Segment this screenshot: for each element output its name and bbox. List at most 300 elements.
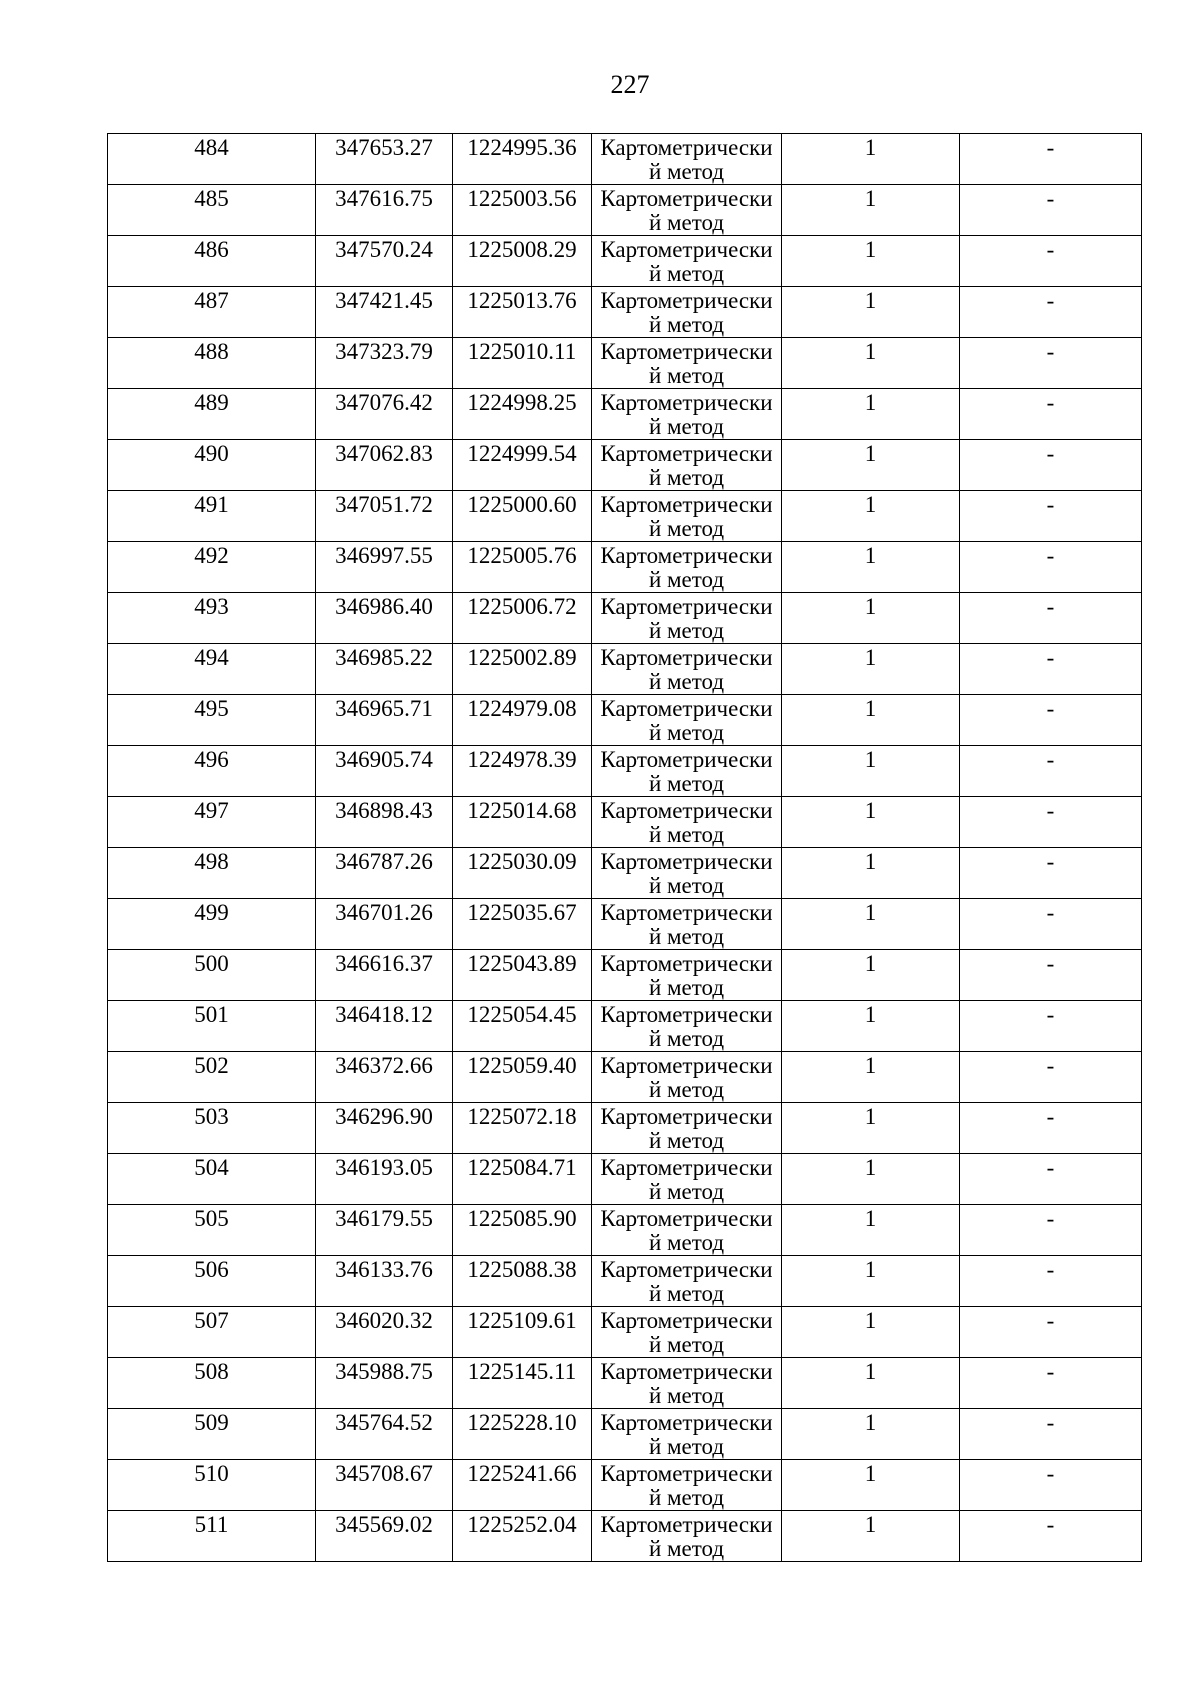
method-cell: [592, 695, 782, 746]
table-row: [108, 185, 1142, 236]
y-coordinate-cell-text: 1224995.36: [467, 135, 577, 160]
accuracy-cell: [782, 797, 960, 848]
accuracy-cell-text: 1: [864, 1308, 877, 1333]
accuracy-cell-text: 1: [864, 237, 877, 262]
method-cell-text: Картометрически й метод: [600, 1308, 773, 1357]
x-coordinate-cell: [316, 1001, 453, 1052]
x-coordinate-cell-text: 346193.05: [335, 1155, 433, 1180]
table-row: [108, 797, 1142, 848]
y-coordinate-cell: [453, 389, 592, 440]
x-coordinate-cell: [316, 185, 453, 236]
table-row: [108, 746, 1142, 797]
y-coordinate-cell-text: 1225084.71: [467, 1155, 577, 1180]
point-number-cell: [108, 389, 316, 440]
x-coordinate-cell-text: 346701.26: [335, 900, 433, 925]
accuracy-cell: [782, 1001, 960, 1052]
point-number-cell: [108, 1409, 316, 1460]
accuracy-cell-text: 1: [864, 1257, 877, 1282]
table-row: [108, 1001, 1142, 1052]
table-row: [108, 1409, 1142, 1460]
x-coordinate-cell-text: 345569.02: [335, 1512, 433, 1537]
accuracy-cell-text: 1: [864, 645, 877, 670]
x-coordinate-cell: [316, 1205, 453, 1256]
point-number-cell: [108, 1103, 316, 1154]
method-cell: [592, 1205, 782, 1256]
accuracy-cell-text: 1: [864, 1002, 877, 1027]
y-coordinate-cell: [453, 542, 592, 593]
point-number-cell-text: 504: [194, 1155, 229, 1180]
y-coordinate-cell-text: 1225014.68: [467, 798, 577, 823]
accuracy-cell-text: 1: [864, 288, 877, 313]
note-cell-text: -: [1046, 390, 1055, 415]
point-number-cell: [108, 695, 316, 746]
accuracy-cell-text: 1: [864, 135, 877, 160]
y-coordinate-cell: [453, 1358, 592, 1409]
x-coordinate-cell-text: 345764.52: [335, 1410, 433, 1435]
y-coordinate-cell-text: 1225003.56: [467, 186, 577, 211]
point-number-cell-text: 489: [194, 390, 229, 415]
method-cell-text: Картометрически й метод: [600, 1461, 773, 1510]
method-cell-text: Картометрически й метод: [600, 1002, 773, 1051]
x-coordinate-cell: [316, 1256, 453, 1307]
note-cell-text: -: [1046, 1053, 1055, 1078]
y-coordinate-cell-text: 1225228.10: [467, 1410, 577, 1435]
accuracy-cell-text: 1: [864, 696, 877, 721]
note-cell: [960, 1205, 1142, 1256]
point-number-cell-text: 505: [194, 1206, 229, 1231]
method-cell: [592, 542, 782, 593]
table-row: [108, 899, 1142, 950]
table-row: [108, 236, 1142, 287]
x-coordinate-cell: [316, 848, 453, 899]
point-number-cell: [108, 1256, 316, 1307]
table-row: [108, 1052, 1142, 1103]
y-coordinate-cell-text: 1225241.66: [467, 1461, 577, 1486]
method-cell: [592, 593, 782, 644]
x-coordinate-cell-text: 346965.71: [335, 696, 433, 721]
method-cell: [592, 950, 782, 1001]
point-number-cell-text: 499: [194, 900, 229, 925]
y-coordinate-cell-text: 1225002.89: [467, 645, 577, 670]
x-coordinate-cell: [316, 1511, 453, 1562]
point-number-cell-text: 508: [194, 1359, 229, 1384]
table-row: [108, 1511, 1142, 1562]
accuracy-cell: [782, 746, 960, 797]
point-number-cell-text: 484: [194, 135, 229, 160]
table-row: [108, 950, 1142, 1001]
accuracy-cell: [782, 1205, 960, 1256]
note-cell: [960, 848, 1142, 899]
accuracy-cell: [782, 287, 960, 338]
point-number-cell: [108, 491, 316, 542]
method-cell-text: Картометрически й метод: [600, 1053, 773, 1102]
method-cell: [592, 236, 782, 287]
point-number-cell: [108, 185, 316, 236]
y-coordinate-cell-text: 1224999.54: [467, 441, 577, 466]
accuracy-cell: [782, 644, 960, 695]
point-number-cell: [108, 1511, 316, 1562]
accuracy-cell-text: 1: [864, 1053, 877, 1078]
accuracy-cell-text: 1: [864, 1155, 877, 1180]
point-number-cell-text: 490: [194, 441, 229, 466]
y-coordinate-cell-text: 1225054.45: [467, 1002, 577, 1027]
point-number-cell: [108, 1154, 316, 1205]
note-cell: [960, 440, 1142, 491]
method-cell: [592, 1256, 782, 1307]
note-cell-text: -: [1046, 1512, 1055, 1537]
x-coordinate-cell-text: 346986.40: [335, 594, 433, 619]
point-number-cell: [108, 1307, 316, 1358]
table-row: [108, 695, 1142, 746]
accuracy-cell: [782, 440, 960, 491]
accuracy-cell: [782, 1307, 960, 1358]
note-cell: [960, 1307, 1142, 1358]
page-number: 227: [610, 70, 650, 99]
note-cell: [960, 746, 1142, 797]
method-cell-text: Картометрически й метод: [600, 645, 773, 694]
y-coordinate-cell: [453, 1307, 592, 1358]
point-number-cell-text: 500: [194, 951, 229, 976]
accuracy-cell-text: 1: [864, 849, 877, 874]
accuracy-cell: [782, 1358, 960, 1409]
y-coordinate-cell: [453, 1460, 592, 1511]
y-coordinate-cell: [453, 797, 592, 848]
accuracy-cell: [782, 1460, 960, 1511]
method-cell-text: Картометрически й метод: [600, 1257, 773, 1306]
point-number-cell: [108, 1460, 316, 1511]
method-cell: [592, 899, 782, 950]
accuracy-cell: [782, 491, 960, 542]
note-cell-text: -: [1046, 696, 1055, 721]
x-coordinate-cell-text: 347051.72: [335, 492, 433, 517]
note-cell-text: -: [1046, 237, 1055, 262]
x-coordinate-cell-text: 346020.32: [335, 1308, 433, 1333]
accuracy-cell: [782, 593, 960, 644]
point-number-cell-text: 485: [194, 186, 229, 211]
note-cell: [960, 287, 1142, 338]
x-coordinate-cell: [316, 440, 453, 491]
x-coordinate-cell-text: 346372.66: [335, 1053, 433, 1078]
note-cell-text: -: [1046, 186, 1055, 211]
method-cell: [592, 1052, 782, 1103]
note-cell-text: -: [1046, 747, 1055, 772]
y-coordinate-cell: [453, 1103, 592, 1154]
note-cell: [960, 1358, 1142, 1409]
note-cell: [960, 134, 1142, 185]
x-coordinate-cell: [316, 593, 453, 644]
note-cell: [960, 1511, 1142, 1562]
accuracy-cell-text: 1: [864, 1104, 877, 1129]
note-cell: [960, 236, 1142, 287]
point-number-cell: [108, 1358, 316, 1409]
table-row: [108, 1205, 1142, 1256]
method-cell: [592, 185, 782, 236]
method-cell-text: Картометрически й метод: [600, 288, 773, 337]
x-coordinate-cell: [316, 1103, 453, 1154]
method-cell-text: Картометрически й метод: [600, 390, 773, 439]
point-number-cell-text: 501: [194, 1002, 229, 1027]
table-row: [108, 338, 1142, 389]
x-coordinate-cell-text: 346997.55: [335, 543, 433, 568]
method-cell-text: Картометрически й метод: [600, 237, 773, 286]
x-coordinate-cell: [316, 134, 453, 185]
method-cell: [592, 134, 782, 185]
y-coordinate-cell-text: 1225006.72: [467, 594, 577, 619]
accuracy-cell-text: 1: [864, 441, 877, 466]
point-number-cell: [108, 950, 316, 1001]
method-cell-text: Картометрически й метод: [600, 492, 773, 541]
y-coordinate-cell-text: 1225013.76: [467, 288, 577, 313]
note-cell-text: -: [1046, 951, 1055, 976]
point-number-cell: [108, 542, 316, 593]
method-cell: [592, 1154, 782, 1205]
table-row: [108, 644, 1142, 695]
note-cell: [960, 797, 1142, 848]
accuracy-cell: [782, 338, 960, 389]
point-number-cell-text: 493: [194, 594, 229, 619]
x-coordinate-cell-text: 347323.79: [335, 339, 433, 364]
method-cell: [592, 746, 782, 797]
method-cell: [592, 287, 782, 338]
x-coordinate-cell-text: 347616.75: [335, 186, 433, 211]
note-cell-text: -: [1046, 492, 1055, 517]
point-number-cell-text: 507: [194, 1308, 229, 1333]
point-number-cell-text: 494: [194, 645, 229, 670]
table-row: [108, 287, 1142, 338]
note-cell-text: -: [1046, 1308, 1055, 1333]
method-cell: [592, 440, 782, 491]
note-cell-text: -: [1046, 1257, 1055, 1282]
accuracy-cell-text: 1: [864, 1359, 877, 1384]
y-coordinate-cell: [453, 593, 592, 644]
x-coordinate-cell-text: 346905.74: [335, 747, 433, 772]
method-cell-text: Картометрически й метод: [600, 1512, 773, 1561]
point-number-cell-text: 496: [194, 747, 229, 772]
accuracy-cell: [782, 1409, 960, 1460]
method-cell: [592, 1358, 782, 1409]
note-cell: [960, 185, 1142, 236]
accuracy-cell-text: 1: [864, 951, 877, 976]
note-cell-text: -: [1046, 135, 1055, 160]
method-cell: [592, 1460, 782, 1511]
accuracy-cell: [782, 899, 960, 950]
y-coordinate-cell-text: 1225252.04: [467, 1512, 577, 1537]
x-coordinate-cell-text: 346985.22: [335, 645, 433, 670]
y-coordinate-cell-text: 1224998.25: [467, 390, 577, 415]
y-coordinate-cell: [453, 287, 592, 338]
x-coordinate-cell-text: 346898.43: [335, 798, 433, 823]
y-coordinate-cell: [453, 1154, 592, 1205]
method-cell-text: Картометрически й метод: [600, 543, 773, 592]
note-cell: [960, 899, 1142, 950]
table-row: [108, 1358, 1142, 1409]
x-coordinate-cell-text: 347570.24: [335, 237, 433, 262]
note-cell-text: -: [1046, 1002, 1055, 1027]
method-cell-text: Картометрически й метод: [600, 951, 773, 1000]
y-coordinate-cell-text: 1225008.29: [467, 237, 577, 262]
method-cell: [592, 1001, 782, 1052]
accuracy-cell: [782, 1103, 960, 1154]
point-number-cell: [108, 440, 316, 491]
point-number-cell: [108, 746, 316, 797]
note-cell-text: -: [1046, 1461, 1055, 1486]
note-cell-text: -: [1046, 849, 1055, 874]
note-cell: [960, 1154, 1142, 1205]
point-number-cell-text: 511: [194, 1512, 229, 1537]
table-row: [108, 1154, 1142, 1205]
accuracy-cell-text: 1: [864, 1410, 877, 1435]
note-cell-text: -: [1046, 543, 1055, 568]
x-coordinate-cell: [316, 644, 453, 695]
note-cell: [960, 1103, 1142, 1154]
method-cell-text: Картометрически й метод: [600, 441, 773, 490]
method-cell-text: Картометрически й метод: [600, 900, 773, 949]
point-number-cell: [108, 593, 316, 644]
table-row: [108, 542, 1142, 593]
method-cell-text: Картометрически й метод: [600, 135, 773, 184]
point-number-cell: [108, 1205, 316, 1256]
note-cell-text: -: [1046, 594, 1055, 619]
y-coordinate-cell-text: 1225145.11: [467, 1359, 577, 1384]
point-number-cell-text: 506: [194, 1257, 229, 1282]
point-number-cell-text: 503: [194, 1104, 229, 1129]
y-coordinate-cell-text: 1225109.61: [467, 1308, 577, 1333]
point-number-cell: [108, 1001, 316, 1052]
method-cell-text: Картометрически й метод: [600, 1206, 773, 1255]
y-coordinate-cell: [453, 746, 592, 797]
x-coordinate-cell: [316, 542, 453, 593]
method-cell-text: Картометрически й метод: [600, 798, 773, 847]
x-coordinate-cell-text: 347421.45: [335, 288, 433, 313]
y-coordinate-cell: [453, 1205, 592, 1256]
method-cell: [592, 1103, 782, 1154]
point-number-cell: [108, 338, 316, 389]
y-coordinate-cell-text: 1225085.90: [467, 1206, 577, 1231]
point-number-cell-text: 497: [194, 798, 229, 823]
method-cell: [592, 1409, 782, 1460]
x-coordinate-cell: [316, 1460, 453, 1511]
y-coordinate-cell: [453, 695, 592, 746]
accuracy-cell: [782, 848, 960, 899]
point-number-cell-text: 488: [194, 339, 229, 364]
y-coordinate-cell-text: 1224979.08: [467, 696, 577, 721]
method-cell: [592, 644, 782, 695]
note-cell-text: -: [1046, 900, 1055, 925]
point-number-cell: [108, 644, 316, 695]
method-cell-text: Картометрически й метод: [600, 339, 773, 388]
y-coordinate-cell: [453, 1052, 592, 1103]
accuracy-cell: [782, 1052, 960, 1103]
note-cell: [960, 542, 1142, 593]
note-cell-text: -: [1046, 288, 1055, 313]
x-coordinate-cell: [316, 695, 453, 746]
note-cell: [960, 1409, 1142, 1460]
method-cell-text: Картометрически й метод: [600, 1104, 773, 1153]
method-cell-text: Картометрически й метод: [600, 594, 773, 643]
accuracy-cell-text: 1: [864, 900, 877, 925]
x-coordinate-cell: [316, 236, 453, 287]
accuracy-cell-text: 1: [864, 747, 877, 772]
y-coordinate-cell: [453, 440, 592, 491]
y-coordinate-cell-text: 1225072.18: [467, 1104, 577, 1129]
point-number-cell: [108, 848, 316, 899]
note-cell-text: -: [1046, 339, 1055, 364]
note-cell-text: -: [1046, 1359, 1055, 1384]
table-row: [108, 440, 1142, 491]
note-cell-text: -: [1046, 1155, 1055, 1180]
method-cell-text: Картометрически й метод: [600, 1359, 773, 1408]
note-cell: [960, 695, 1142, 746]
point-number-cell-text: 492: [194, 543, 229, 568]
y-coordinate-cell: [453, 848, 592, 899]
x-coordinate-cell-text: 346787.26: [335, 849, 433, 874]
point-number-cell: [108, 899, 316, 950]
method-cell-text: Картометрически й метод: [600, 1410, 773, 1459]
note-cell: [960, 389, 1142, 440]
x-coordinate-cell: [316, 1409, 453, 1460]
accuracy-cell-text: 1: [864, 1461, 877, 1486]
x-coordinate-cell-text: 345988.75: [335, 1359, 433, 1384]
note-cell: [960, 1001, 1142, 1052]
accuracy-cell: [782, 1256, 960, 1307]
x-coordinate-cell-text: 347062.83: [335, 441, 433, 466]
y-coordinate-cell: [453, 338, 592, 389]
accuracy-cell-text: 1: [864, 798, 877, 823]
y-coordinate-cell: [453, 1409, 592, 1460]
x-coordinate-cell: [316, 1154, 453, 1205]
y-coordinate-cell-text: 1225030.09: [467, 849, 577, 874]
x-coordinate-cell: [316, 389, 453, 440]
method-cell-text: Картометрически й метод: [600, 186, 773, 235]
method-cell: [592, 848, 782, 899]
y-coordinate-cell-text: 1224978.39: [467, 747, 577, 772]
y-coordinate-cell: [453, 899, 592, 950]
y-coordinate-cell-text: 1225005.76: [467, 543, 577, 568]
method-cell: [592, 491, 782, 542]
y-coordinate-cell: [453, 236, 592, 287]
y-coordinate-cell: [453, 950, 592, 1001]
accuracy-cell: [782, 185, 960, 236]
x-coordinate-cell-text: 347653.27: [335, 135, 433, 160]
accuracy-cell-text: 1: [864, 543, 877, 568]
accuracy-cell: [782, 389, 960, 440]
accuracy-cell-text: 1: [864, 339, 877, 364]
point-number-cell: [108, 1052, 316, 1103]
x-coordinate-cell-text: 347076.42: [335, 390, 433, 415]
y-coordinate-cell: [453, 491, 592, 542]
x-coordinate-cell: [316, 1358, 453, 1409]
note-cell: [960, 950, 1142, 1001]
y-coordinate-cell: [453, 1511, 592, 1562]
coordinates-table: [107, 133, 1142, 1562]
point-number-cell-text: 510: [194, 1461, 229, 1486]
x-coordinate-cell: [316, 1052, 453, 1103]
method-cell: [592, 797, 782, 848]
y-coordinate-cell-text: 1225059.40: [467, 1053, 577, 1078]
note-cell: [960, 1256, 1142, 1307]
accuracy-cell-text: 1: [864, 594, 877, 619]
point-number-cell: [108, 134, 316, 185]
table-row: [108, 491, 1142, 542]
point-number-cell-text: 509: [194, 1410, 229, 1435]
x-coordinate-cell-text: 345708.67: [335, 1461, 433, 1486]
accuracy-cell: [782, 1154, 960, 1205]
accuracy-cell-text: 1: [864, 186, 877, 211]
method-cell-text: Картометрически й метод: [600, 849, 773, 898]
note-cell-text: -: [1046, 1410, 1055, 1435]
accuracy-cell-text: 1: [864, 1512, 877, 1537]
accuracy-cell-text: 1: [864, 492, 877, 517]
